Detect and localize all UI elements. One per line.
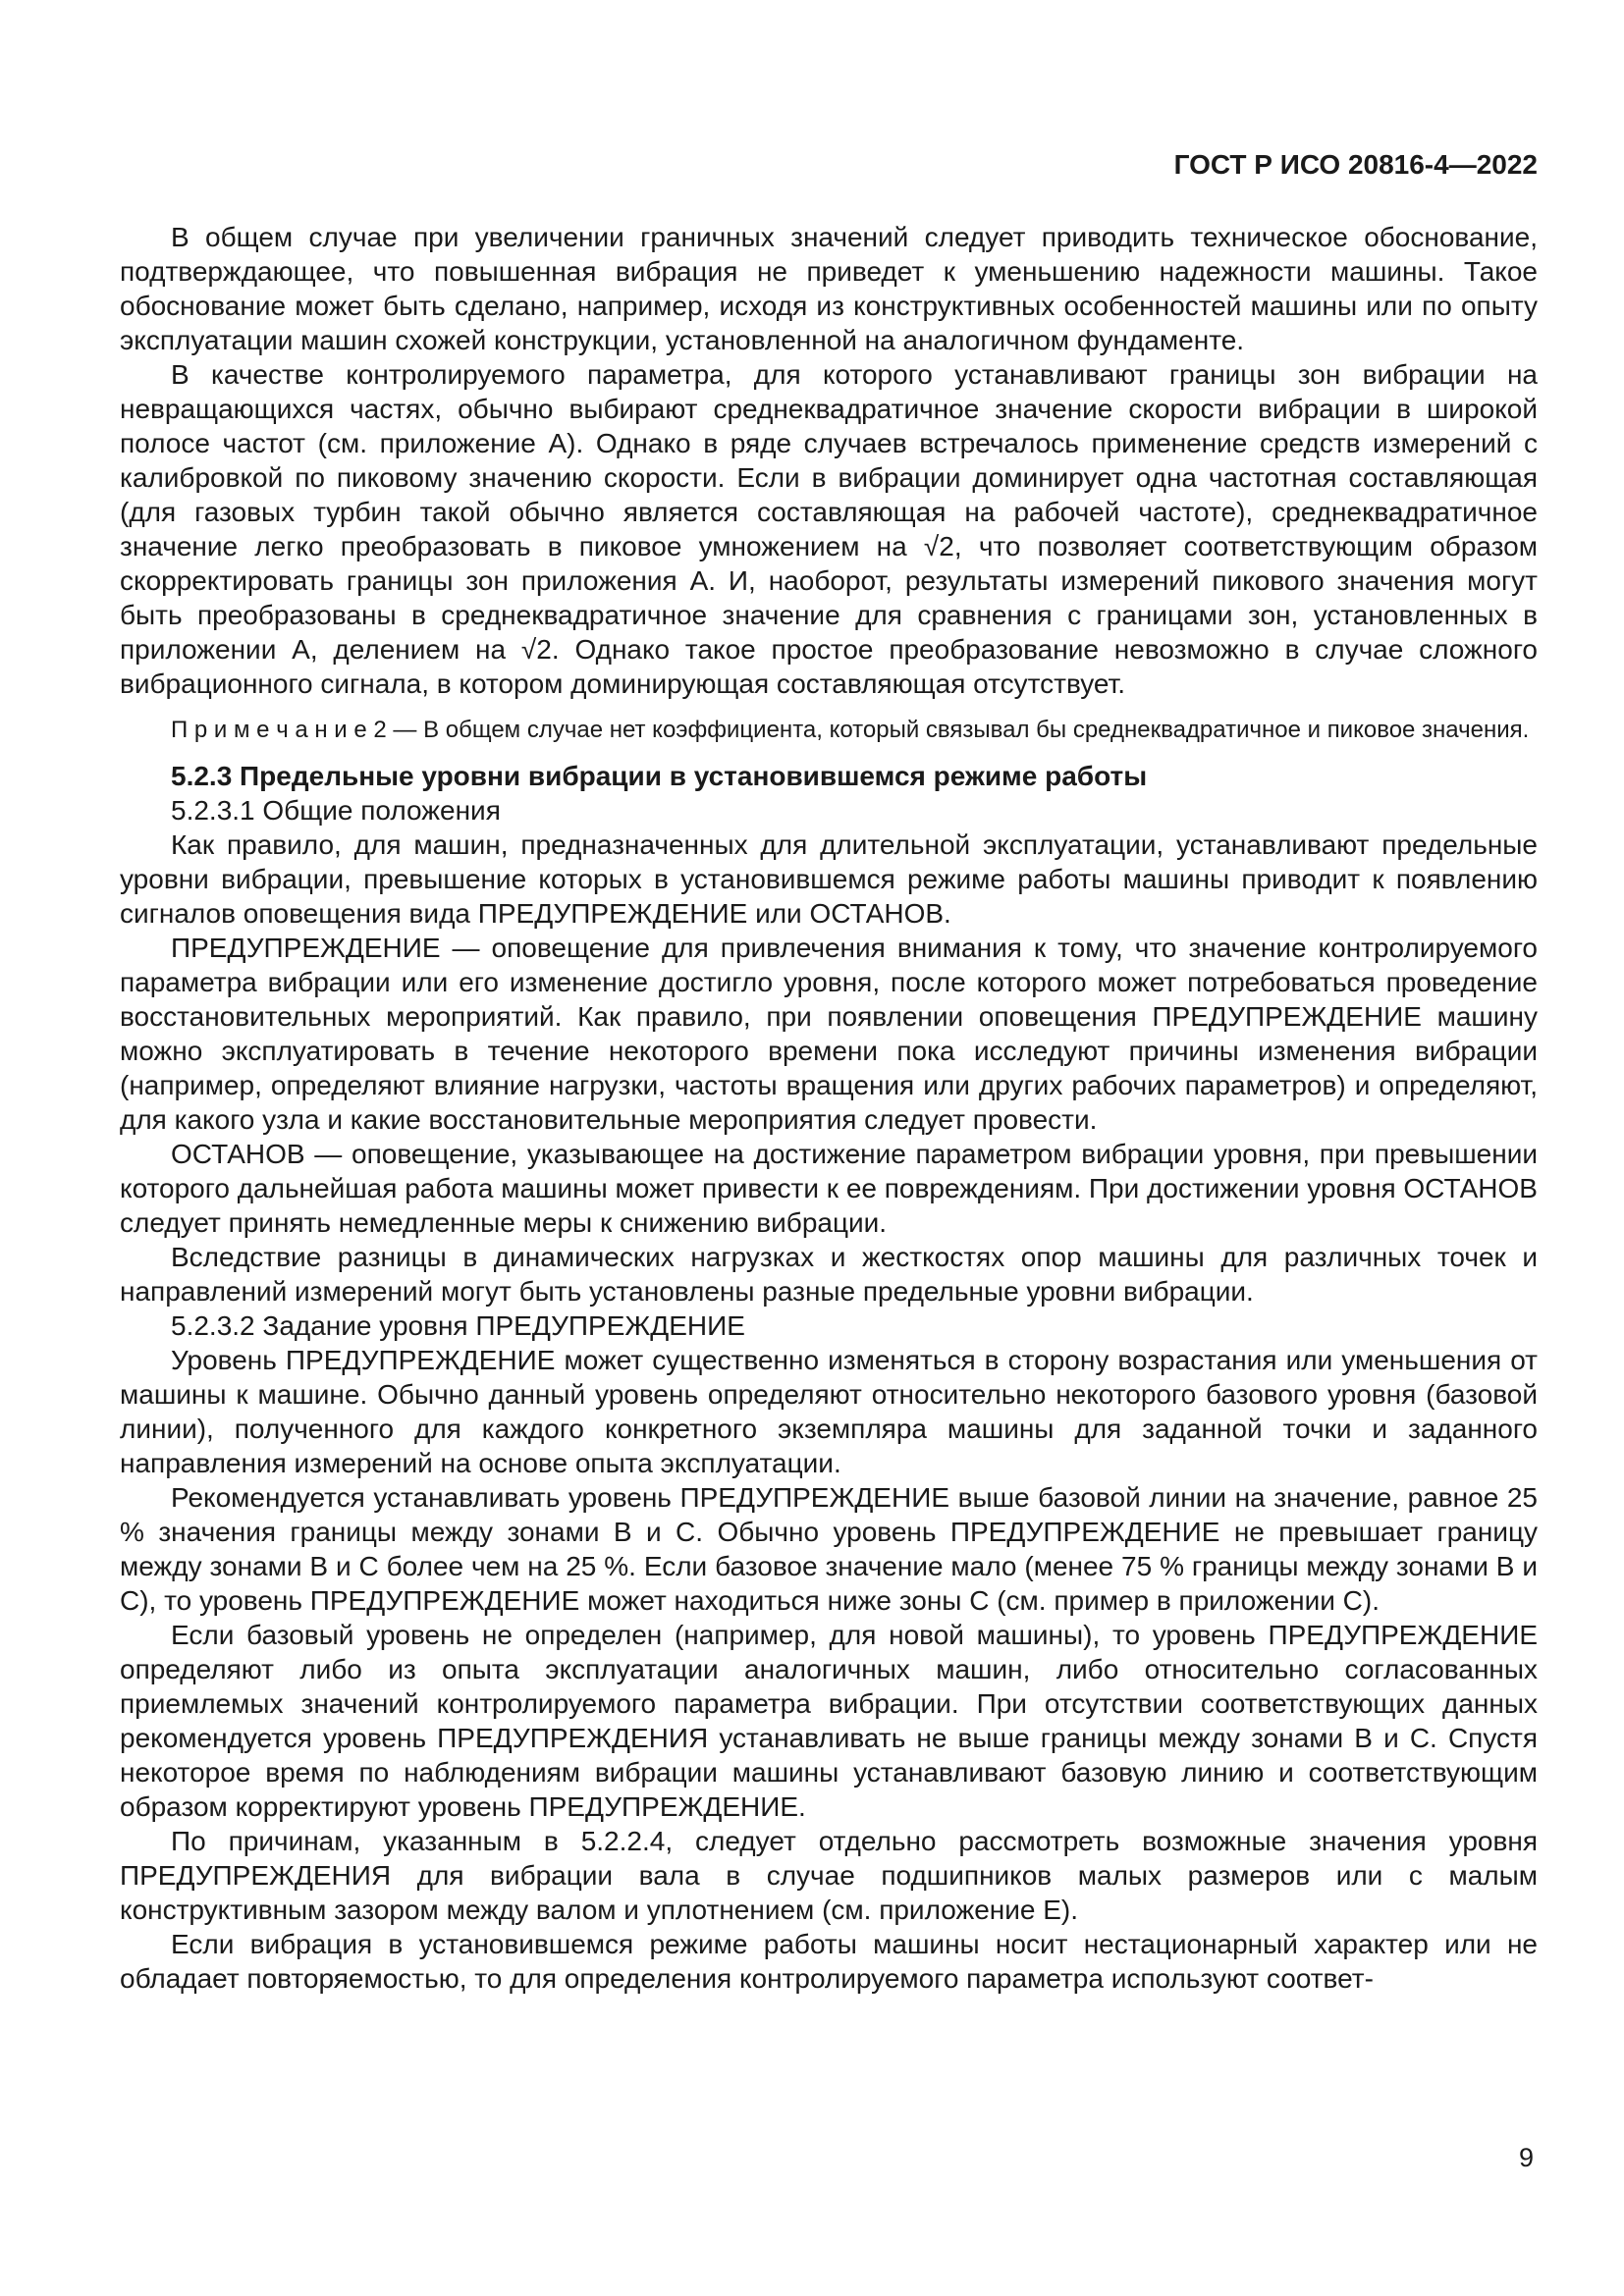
page-number: 9 — [1518, 2143, 1534, 2172]
paragraph: Рекомендуется устанавливать уровень ПРЕДУПРЕЖДЕНИЕ выше базовой линии на значение, равное 25 % значения границы между зонами В и С. Обычно уровень ПРЕДУПРЕЖДЕНИЕ не превышает границу между зонами В и С более чем на 25 %. Если базовое значение мало (менее 75 % границы между зонами В и С), то уровень ПРЕДУПРЕЖДЕНИЕ может находиться ниже зоны С (см. пример в приложении С). — [120, 1482, 1538, 1616]
paragraph: ОСТАНОВ — оповещение, указывающее на достижение параметром вибрации уровня, при превышении которого дальнейшая работа машины может привести к ее повреждениям. При достижении уровня ОСТАНОВ следует принять немедленные меры к снижению вибрации. — [120, 1139, 1538, 1238]
paragraph: Уровень ПРЕДУПРЕЖДЕНИЕ может существенно изменяться в сторону возрастания или уменьшения от машины к машине. Обычно данный уровень определяют относительно некоторого базового уровня (базовой линии), полученного для каждого конкретного экземпляра машины для заданной точки и заданного направления измерений на основе опыта эксплуатации. — [120, 1345, 1538, 1478]
note-paragraph: П р и м е ч а н и е 2 — В общем случае нет коэффициента, который связывал бы среднеквадратичное и пиковое значения. — [171, 717, 1530, 743]
paragraph: По причинам, указанным в 5.2.2.4, следует отдельно рассмотреть возможные значения уровня ПРЕДУПРЕЖДЕНИЯ для вибрации вала в случае подшипников малых размеров или с малым конструктивным зазором между валом и уплотнением (см. приложение Е). — [120, 1826, 1538, 1925]
document-body — [120, 220, 1538, 1996]
paragraph: Вследствие разницы в динамических нагрузках и жесткостях опор машины для различных точек и направлений измерений могут быть установлены разные предельные уровни вибрации. — [120, 1242, 1538, 1307]
subsection-heading: 5.2.3.1 Общие положения — [171, 795, 501, 826]
subsection-heading: 5.2.3.2 Задание уровня ПРЕДУПРЕЖДЕНИЕ — [171, 1310, 745, 1341]
paragraph: ПРЕДУПРЕЖДЕНИЕ — оповещение для привлечения внимания к тому, что значение контролируемого параметра вибрации или его изменение достигло уровня, после которого может потребоваться проведение восстановительных мероприятий. Как правило, при появлении оповещения ПРЕДУПРЕЖДЕНИЕ машину можно эксплуатировать в течение некоторого времени пока исследуют причины изменения вибрации (например, определяют влияние нагрузки, частоты вращения или других рабочих параметров) и определяют, для какого узла и какие восстановительные мероприятия следует провести. — [120, 933, 1538, 1135]
paragraph: Если базовый уровень не определен (например, для новой машины), то уровень ПРЕДУПРЕЖДЕНИЕ определяют либо из опыта эксплуатации аналогичных машин, либо относительно согласованных приемлемых значений контролируемого параметра вибрации. При отсутствии соответствующих данных рекомендуется уровень ПРЕДУПРЕЖДЕНИЯ устанавливать не выше границы между зонами В и С. Спустя некоторое время по наблюдениям вибрации машины устанавливают базовую линию и соответствующим образом корректируют уровень ПРЕДУПРЕЖДЕНИЕ. — [120, 1620, 1538, 1822]
paragraph: В общем случае при увеличении граничных значений следует приводить техническое обоснование, подтверждающее, что повышенная вибрация не приведет к уменьшению надежности машины. Такое обоснование может быть сделано, например, исходя из конструктивных особенностей машины или по опыту эксплуатации машин схожей конструкции, установленной на аналогичном фундаменте. — [120, 222, 1538, 355]
document-code-header: ГОСТ Р ИСО 20816-4—2022 — [1173, 149, 1538, 180]
paragraph: Как правило, для машин, предназначенных для длительной эксплуатации, устанавливают предельные уровни вибрации, превышение которых в установившемся режиме работы машины приводит к появлению сигналов оповещения вида ПРЕДУПРЕЖДЕНИЕ или ОСТАНОВ. — [120, 829, 1538, 929]
paragraph: В качестве контролируемого параметра, для которого устанавливают границы зон вибрации на невращающихся частях, обычно выбирают среднеквадратичное значение скорости вибрации в широкой полосе частот (см. приложение А). Однако в ряде случаев встречалось применение средств измерений с калибровкой по пиковому значению скорости. Если в вибрации доминирует одна частотная составляющая (для газовых турбин такой обычно является составляющая на рабочей частоте), среднеквадратичное значение легко преобразовать в пиковое умножением на √2, что позволяет соответствующим образом скорректировать границы зон приложения А. И, наоборот, результаты измерений пикового значения могут быть преобразованы в среднеквадратичное значение для сравнения с границами зон, установленных в приложении А, делением на √2. Однако такое простое преобразование невозможно в случае сложного вибрационного сигнала, в котором доминирующая составляющая отсутствует. — [120, 359, 1538, 699]
section-heading: 5.2.3 Предельные уровни вибрации в установившемся режиме работы — [171, 761, 1148, 791]
paragraph: Если вибрация в установившемся режиме работы машины носит нестационарный характер или не обладает повторяемостью, то для определения контролируемого параметра используют соответ- — [120, 1929, 1538, 1994]
